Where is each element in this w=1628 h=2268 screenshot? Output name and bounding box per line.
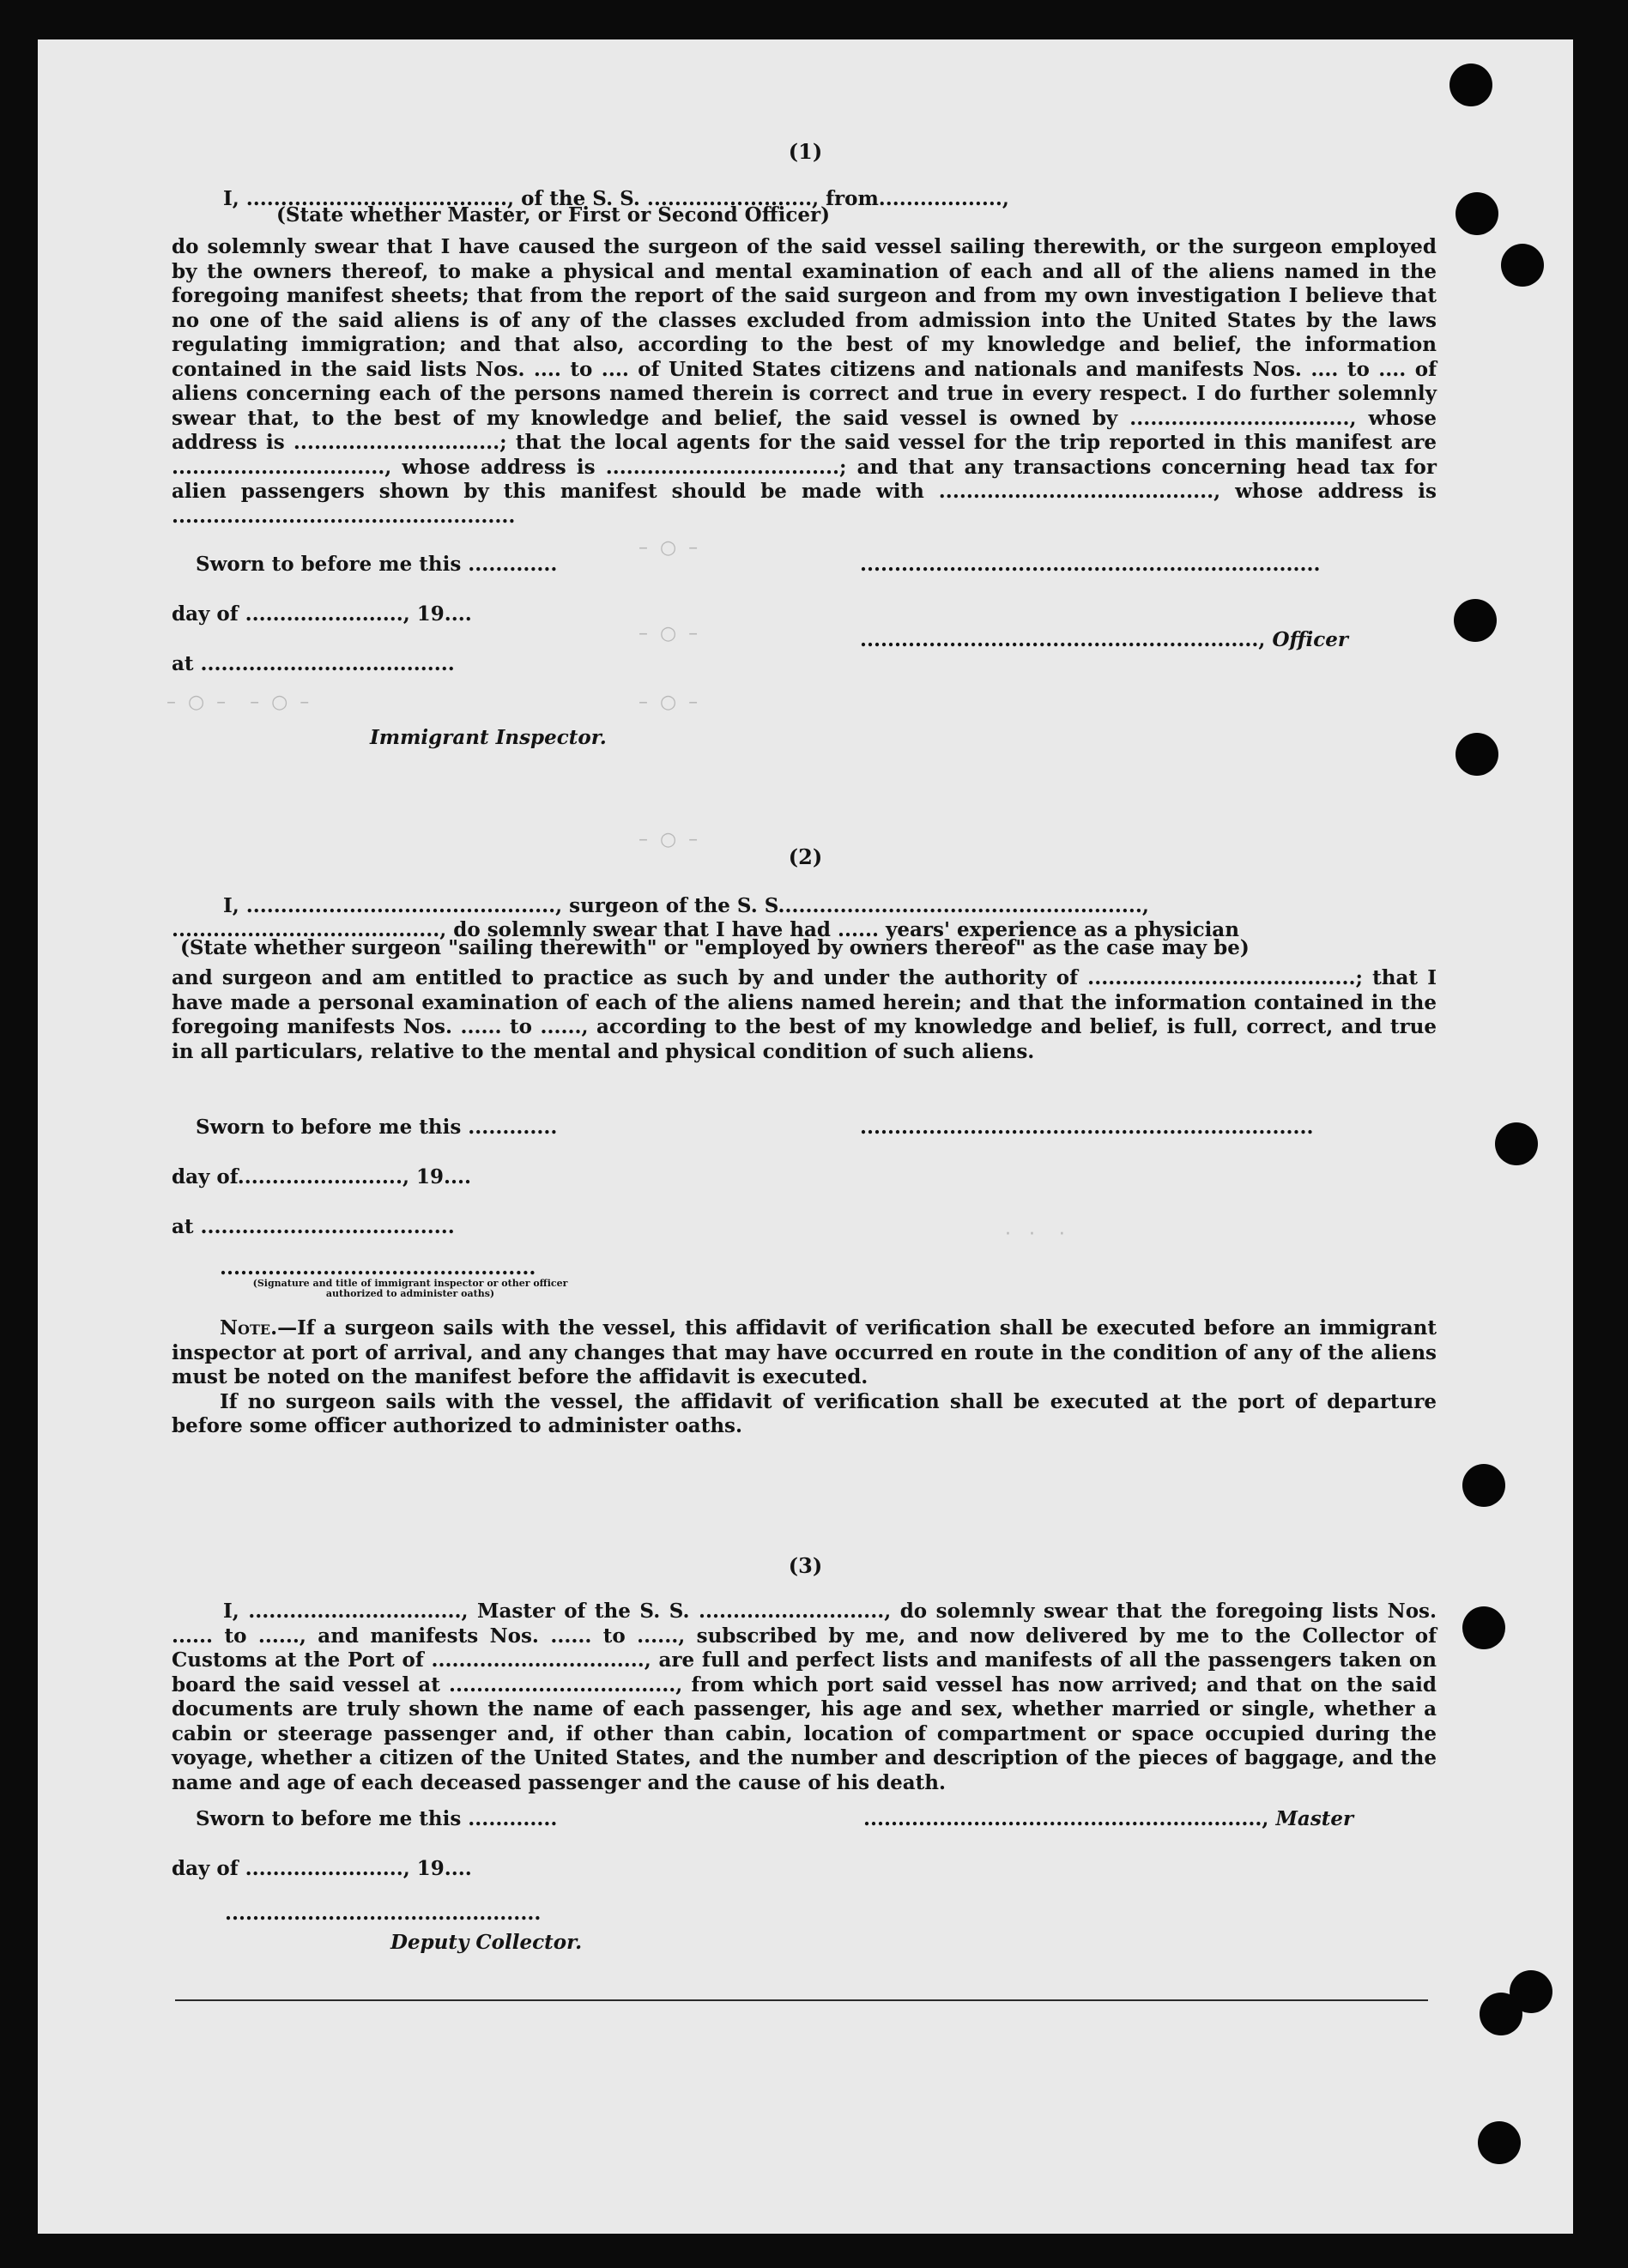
- section-3-signature-dots: ..............................................: [225, 1902, 542, 1925]
- note-label: Note.: [220, 1316, 278, 1340]
- section-2-line-2: ......................................., do solemnly swear that I have had ...... years' experience as a physician: [172, 918, 1239, 941]
- bottom-divider: [175, 1999, 1428, 2001]
- punch-hole: [1495, 1122, 1538, 1165]
- bleed-through-mark: · · ·: [999, 1224, 1065, 1245]
- section-2-signature-line: ..................................................................: [860, 1116, 1314, 1139]
- section-1-at-line: at .....................................: [172, 652, 455, 675]
- section-1-officer-signature-line: ...................................................................: [860, 553, 1321, 576]
- form-page: [38, 39, 1573, 2234]
- section-2-note: [172, 1316, 1437, 1439]
- master-dots: ..........................................................,: [863, 1807, 1276, 1830]
- section-2-number: (2): [788, 844, 823, 869]
- immigrant-inspector-label: Immigrant Inspector.: [370, 726, 607, 749]
- master-label: Master: [1275, 1807, 1354, 1830]
- bleed-through-mark: – ○ –: [638, 829, 699, 850]
- section-3-day-line: day of ......................., 19....: [172, 1857, 472, 1880]
- section-1-officer-line: [860, 628, 1348, 651]
- bleed-through-mark: – ○ – – ○ –: [166, 692, 310, 713]
- section-2-officer-signature-dots: ..............................................: [220, 1256, 536, 1279]
- section-3-number: (3): [788, 1553, 823, 1578]
- section-3-sworn-line: Sworn to before me this .............: [196, 1807, 558, 1830]
- punch-hole: [1478, 2121, 1521, 2164]
- punch-hole: [1456, 192, 1498, 235]
- punch-hole: [1462, 1606, 1505, 1649]
- punch-hole: [1449, 64, 1492, 106]
- bleed-through-mark: – ○ –: [638, 537, 699, 559]
- section-1-caption: (State whether Master, or First or Second Officer): [276, 203, 830, 227]
- section-2-caption: (State whether surgeon "sailing therewith" or "employed by owners thereof" as the case may be): [180, 936, 1250, 959]
- section-2-line-1: I, ............................................., surgeon of the S. S.....................................................,: [223, 894, 1149, 917]
- punch-hole: [1480, 1993, 1522, 2035]
- punch-hole: [1501, 244, 1544, 287]
- bleed-through-mark: – ○ –: [638, 623, 699, 644]
- punch-hole: [1456, 733, 1498, 776]
- note-paragraph-1: [172, 1316, 1437, 1390]
- section-1-line-1: I, ......................................, of the S. S. ........................, from..................,: [223, 187, 1009, 210]
- section-2-oath-text: and surgeon and am entitled to practice as such by and under the authority of .......................................; that I have made a personal examination of each of the aliens named herein; and that the information contained in the foregoing manifests Nos. ...... to ......, according to the best of my knowledge and belief, is full, correct, and true in all particulars, relative to the mental and physical condition of such aliens.: [172, 966, 1437, 1063]
- section-1-day-line: day of ......................., 19....: [172, 602, 472, 626]
- section-2-sworn-line: Sworn to before me this .............: [196, 1116, 558, 1139]
- bleed-through-mark: – ○ –: [638, 692, 699, 713]
- section-3-master-line: [863, 1807, 1353, 1830]
- note-text-1: —If a surgeon sails with the vessel, this affidavit of verification shall be executed before an immigrant inspector at port of arrival, and any changes that may have occurred en route in the condition of any of the aliens must be noted on the manifest before the affidavit is executed.: [172, 1316, 1437, 1388]
- deputy-collector-label: Deputy Collector.: [390, 1931, 583, 1954]
- section-2-at-line: at .....................................: [172, 1215, 455, 1238]
- punch-hole: [1462, 1464, 1505, 1507]
- section-2-day-line: day of........................, 19....: [172, 1165, 471, 1188]
- section-1-sworn-line: Sworn to before me this .............: [196, 553, 558, 576]
- section-2-signature-caption: (Signature and title of immigrant inspector or other officer authorized to administer oaths): [252, 1278, 568, 1299]
- officer-label: Officer: [1272, 628, 1349, 651]
- section-3-oath-text: I, ..............................., Master of the S. S. ..........................., do solemnly swear that the foregoing lists Nos. ...... to ......, and manifests Nos. ...... to ......, subscribed by me, and now delivered by me to the Collector of Customs at the Port of ..............................., are full and perfect lists and manifests of all the passengers taken on board the said vessel at ................................., from which port said vessel has now arrived; and that on the said documents are truly shown the name of each passenger, his age and sex, whether married or single, whether a cabin or steerage passenger and, if other than cabin, location of compartment or space occupied during the voyage, whether a citizen of the United States, and the number and description of the pieces of baggage, and the name and age of each deceased passenger and the cause of his death.: [172, 1600, 1437, 1794]
- section-1-number: (1): [788, 139, 823, 164]
- punch-hole: [1454, 599, 1497, 642]
- section-1-oath-text: do solemnly swear that I have caused the surgeon of the said vessel sailing therewith, or the surgeon employed by the owners thereof, to make a physical and mental examination of each and all of the aliens named in the foregoing manifest sheets; that from the report of the said surgeon and from my own investigation I believe that no one of the said aliens is of any of the classes excluded from admission into the United States by the laws regulating immigration; and that also, according to the best of my knowledge and belief, the information contained in the said lists Nos. .... to .... of United States citizens and nationals and manifests Nos. .... to .... of aliens concerning each of the persons named therein is correct and true in every respect. I do further solemnly swear that, to the best of my knowledge and belief, the said vessel is owned by ................................, whose address is ..............................; that the local agents for the said vessel for the trip reported in this manifest are ..............................., whose address is ..................................; and that any transactions concerning head tax for alien passengers shown by this manifest should be made with ........................................, whose address is ..................................................: [172, 235, 1437, 528]
- note-paragraph-2: If no surgeon sails with the vessel, the affidavit of verification shall be executed at the port of departure before some officer authorized to administer oaths.: [172, 1389, 1437, 1437]
- section-1-officer-dots: ..........................................................,: [860, 628, 1273, 651]
